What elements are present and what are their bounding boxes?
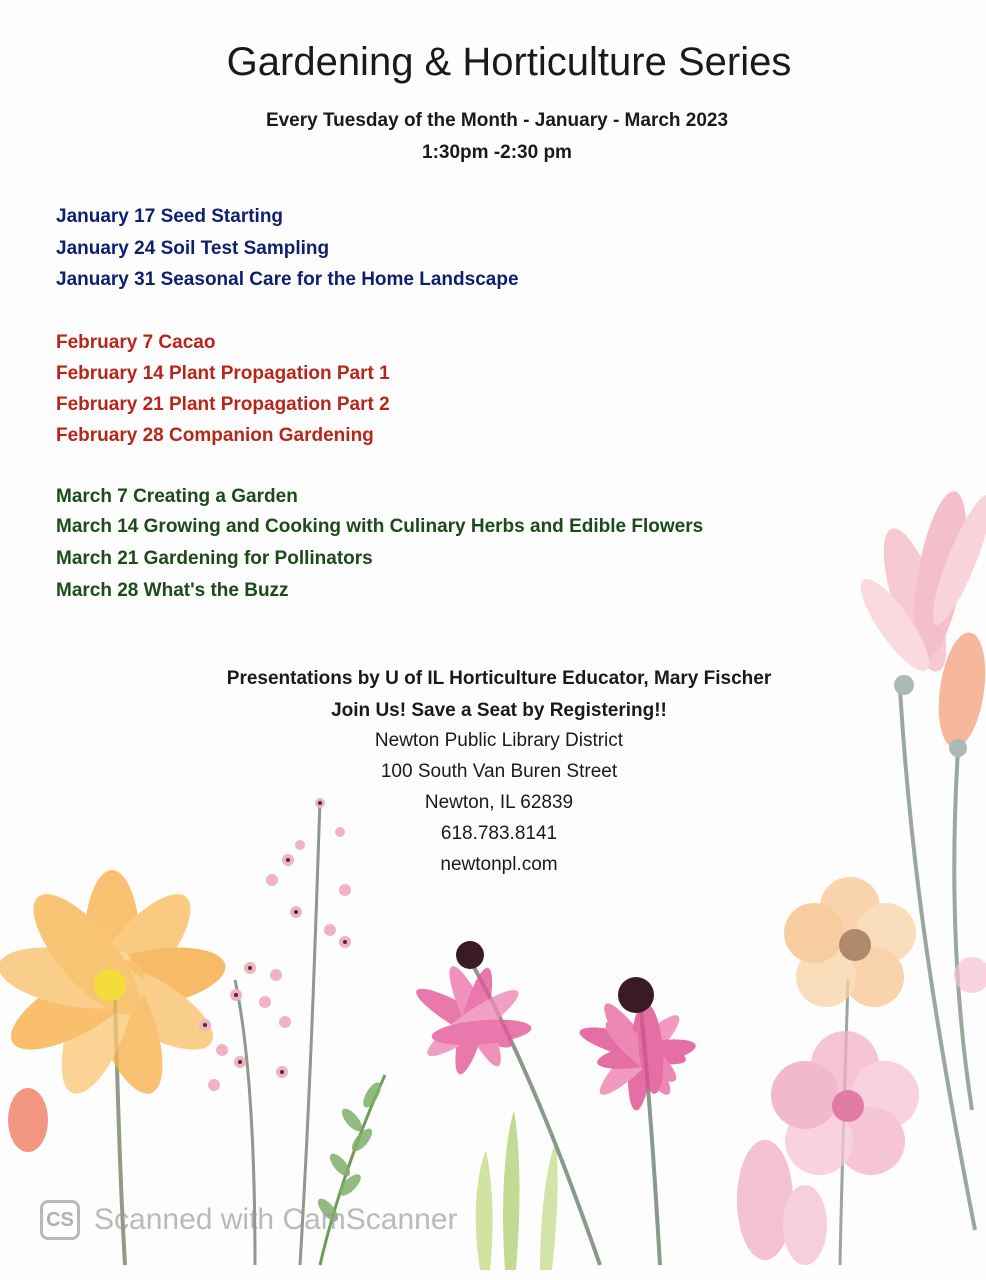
library-street: 100 South Van Buren Street <box>380 761 618 782</box>
session-item: February 28 Companion Gardening <box>56 425 374 446</box>
time-subtitle: 1:30pm -2:30 pm <box>422 142 572 163</box>
camscanner-watermark <box>40 1200 458 1240</box>
library-city: Newton, IL 62839 <box>424 792 574 813</box>
camscanner-logo-icon: CS <box>40 1200 80 1240</box>
presenter-line: Presentations by U of IL Horticulture Educator, Mary Fischer <box>226 668 772 689</box>
session-item: March 7 Creating a Garden <box>56 486 298 507</box>
session-item: January 31 Seasonal Care for the Home Landscape <box>56 269 519 290</box>
session-item: February 14 Plant Propagation Part 1 <box>56 363 390 384</box>
session-item: January 17 Seed Starting <box>56 206 284 227</box>
library-name: Newton Public Library District <box>374 730 624 751</box>
library-phone: 618.783.8141 <box>440 823 558 844</box>
schedule-subtitle: Every Tuesday of the Month - January - March 2023 <box>265 110 729 131</box>
session-item: March 21 Gardening for Pollinators <box>56 548 373 569</box>
watermark-text: Scanned with CamScanner <box>94 1203 458 1236</box>
session-item: February 21 Plant Propagation Part 2 <box>56 394 390 415</box>
registration-cta: Join Us! Save a Seat by Registering!! <box>331 700 667 721</box>
session-item: January 24 Soil Test Sampling <box>56 238 330 259</box>
session-item: March 28 What's the Buzz <box>56 580 289 601</box>
session-item: March 14 Growing and Cooking with Culinary Herbs and Edible Flowers <box>56 516 704 537</box>
page-title: Gardening & Horticulture Series <box>226 40 792 84</box>
session-item: February 7 Cacao <box>56 332 216 353</box>
library-website: newtonpl.com <box>440 854 558 875</box>
